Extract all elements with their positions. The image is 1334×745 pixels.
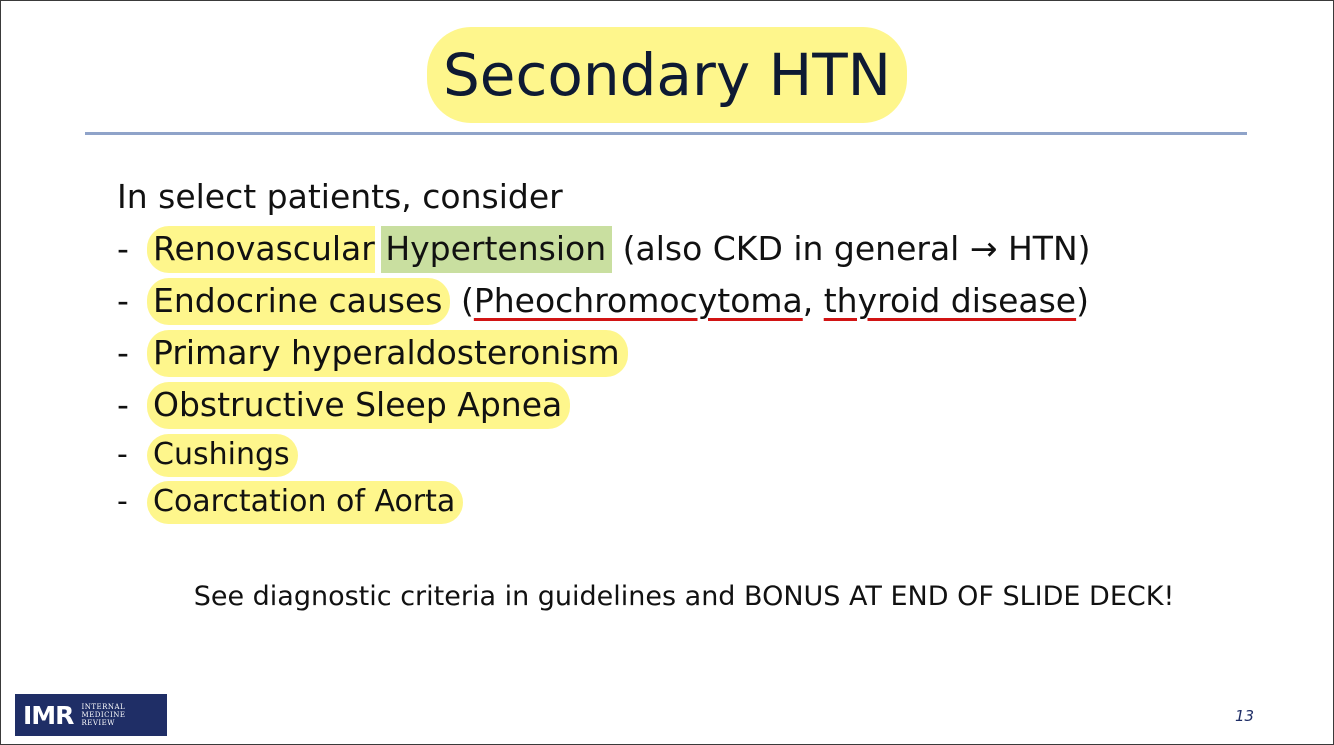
comma-separator: ,	[802, 281, 824, 320]
logo-line-medicine: MEDICINE	[81, 711, 126, 719]
list-item-sleep-apnea	[117, 379, 1237, 431]
highlight-sleep-apnea: Obstructive Sleep Apnea	[147, 382, 570, 429]
list-item-endocrine	[117, 275, 1237, 327]
slide-body	[117, 171, 1237, 525]
highlight-renovascular: Renovascular	[147, 226, 375, 273]
pheochromocytoma-text: Pheochromocytoma	[473, 281, 803, 320]
slide-title: Secondary HTN	[427, 27, 907, 123]
logo-line-internal: INTERNAL	[81, 703, 126, 711]
highlight-hyperaldosteronism: Primary hyperaldosteronism	[147, 330, 628, 377]
highlight-hypertension: Hypertension	[381, 226, 612, 273]
list-item-cushings	[117, 431, 1237, 478]
list-dash: -	[117, 484, 128, 519]
list-item-hyperaldosteronism	[117, 327, 1237, 379]
highlight-coarctation: Coarctation of Aorta	[147, 481, 463, 524]
list-dash: -	[117, 281, 129, 320]
title-divider	[85, 132, 1247, 135]
list-dash: -	[117, 385, 129, 424]
list-item-renovascular	[117, 223, 1237, 275]
logo-line-review: REVIEW	[81, 719, 115, 727]
list-dash: -	[117, 333, 129, 372]
paren-close: )	[1076, 281, 1089, 320]
title-area	[1, 27, 1333, 123]
list-item-coarctation	[117, 478, 1237, 525]
paren-open: (	[460, 281, 474, 320]
highlight-cushings: Cushings	[147, 434, 298, 477]
logo-wordmark	[81, 703, 125, 727]
footer-note: See diagnostic criteria in guidelines and BONUS AT END OF SLIDE DECK!	[193, 581, 1175, 612]
thyroid-disease-text: thyroid disease	[823, 281, 1077, 320]
list-dash: -	[117, 229, 129, 268]
imr-logo	[15, 694, 167, 736]
renovascular-note: (also CKD in general → HTN)	[622, 229, 1091, 268]
page-number: 13	[1235, 707, 1255, 725]
highlight-endocrine: Endocrine causes	[147, 278, 450, 325]
intro-text: In select patients, consider	[117, 177, 563, 216]
list-dash: -	[117, 437, 128, 472]
causes-list	[117, 223, 1237, 525]
logo-mark: IMR	[23, 700, 74, 730]
